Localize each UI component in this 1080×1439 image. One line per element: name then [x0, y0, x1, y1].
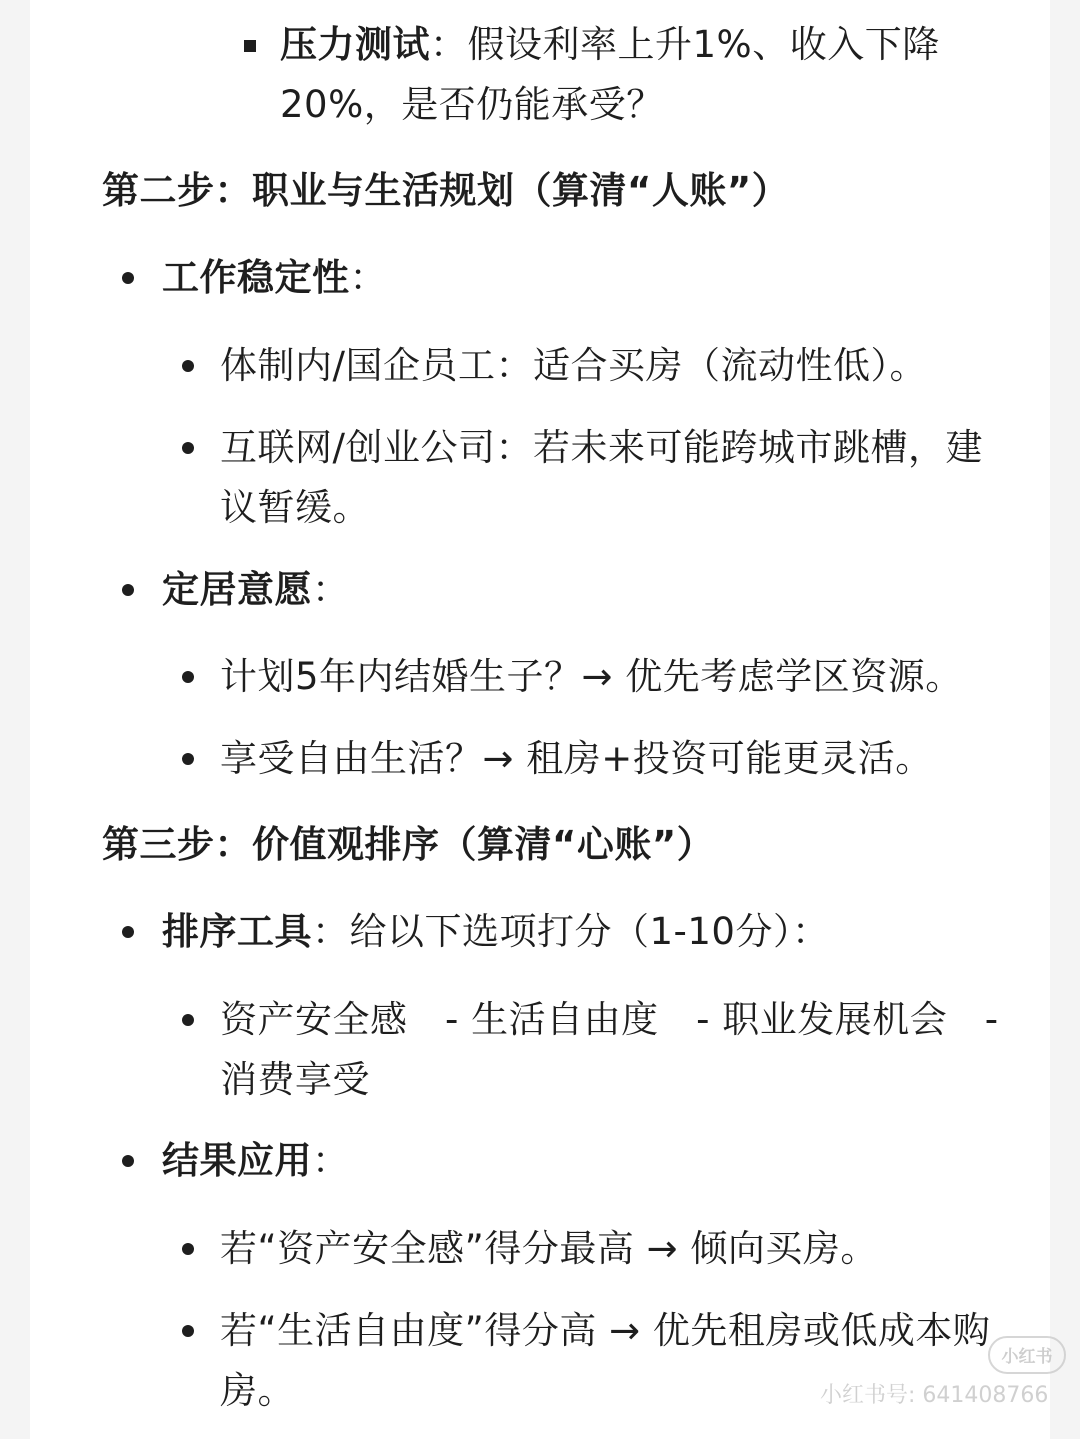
tool-item [162, 907, 829, 957]
stress-test-label: 压力测试 [280, 23, 430, 66]
result-sep: ： [312, 1139, 350, 1182]
result-item [162, 1136, 350, 1186]
bullet-dot-icon [122, 926, 134, 938]
tool-sep: ： [312, 910, 350, 953]
stress-test-sep: ： [430, 23, 468, 66]
stress-test-text-1: 假设利率上升1%、收入下降 [467, 23, 940, 66]
result-sub-2-line-2: 房。 [220, 1369, 295, 1412]
job-stability-label: 工作稳定性 [162, 256, 350, 299]
result-sub-1: 若“资产安全感”得分最高 → 倾向买房。 [220, 1227, 878, 1270]
job-sub-2-line-1: 互联网/创业公司：若未来可能跨城市跳槽，建 [220, 426, 983, 469]
job-stability-sep: ： [349, 256, 387, 299]
bullet-dot-icon [122, 584, 134, 596]
watermark-id: 小红书号: 641408766 [820, 1383, 1049, 1408]
tool-text: 给以下选项打分（1-10分）： [349, 910, 830, 953]
settle-label: 定居意愿 [162, 568, 312, 611]
tool-label: 排序工具 [162, 910, 312, 953]
section2-heading: 第二步：职业与生活规划（算清“人账”） [102, 169, 790, 212]
settle-sub-2: 享受自由生活？→ 租房+投资可能更灵活。 [220, 737, 933, 780]
tool-sub-1-line-1: 资产安全感 - 生活自由度 - 职业发展机会 - [220, 998, 999, 1041]
settle-item [162, 565, 350, 615]
bullet-dot-icon [182, 1243, 194, 1255]
result-sub-2-line-1: 若“生活自由度”得分高 → 优先租房或低成本购 [220, 1309, 991, 1352]
job-sub-1-line-1: 体制内/国企员工：适合买房（流动性低）。 [220, 344, 927, 387]
result-label: 结果应用 [162, 1139, 312, 1182]
section3-heading: 第三步：价值观排序（算清“心账”） [102, 823, 715, 866]
stress-test-line-1 [280, 20, 940, 70]
square-bullet-icon [244, 40, 256, 52]
bullet-dot-icon [122, 272, 134, 284]
settle-sub-1: 计划5年内结婚生子？→ 优先考虑学区资源。 [220, 655, 963, 698]
bullet-dot-icon [182, 753, 194, 765]
bullet-dot-icon [182, 1325, 194, 1337]
job-stability-item [162, 253, 387, 303]
bullet-dot-icon [182, 360, 194, 372]
bullet-dot-icon [182, 671, 194, 683]
job-sub-2-line-2: 议暂缓。 [220, 486, 370, 529]
bullet-dot-icon [182, 1014, 194, 1026]
stress-test-line-2: 20%，是否仍能承受？ [280, 83, 664, 126]
watermark-logo: 小红书 [988, 1336, 1066, 1374]
settle-sep: ： [312, 568, 350, 611]
bullet-dot-icon [122, 1155, 134, 1167]
bullet-dot-icon [182, 442, 194, 454]
tool-sub-1-line-2: 消费享受 [220, 1058, 370, 1101]
